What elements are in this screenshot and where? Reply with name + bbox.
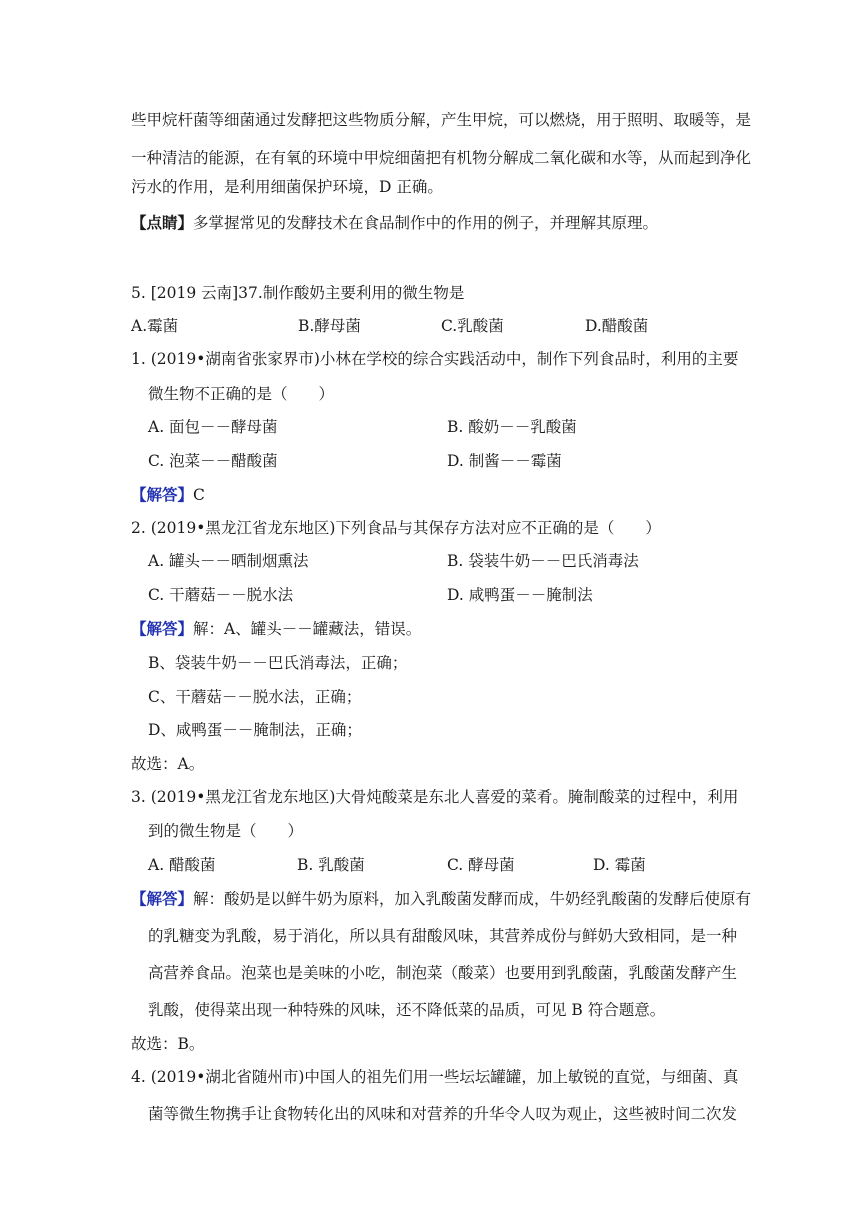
option-a: A.霉菌 <box>131 317 179 335</box>
answer-line: C、干蘑菇－－脱水法，正确； <box>148 688 362 706</box>
answer-line: D、咸鸭蛋－－腌制法，正确； <box>148 721 362 739</box>
option-d: D. 咸鸭蛋－－腌制法 <box>447 586 593 604</box>
option-b: B. 袋装牛奶－－巴氏消毒法 <box>447 552 639 570</box>
answer-text: 解：A、罐头－－罐藏法，错误。 <box>193 620 422 638</box>
question-stem: 3. (2019•黑龙江省龙东地区)大骨炖酸菜是东北人喜爱的菜肴。腌制酸菜的过程中，利用 <box>131 788 739 806</box>
answer-line: 乳酸，使得菜出现一种特殊的风味，还不降低菜的品质，可见 B 符合题意。 <box>148 1001 666 1019</box>
paragraph-line: 些甲烷杆菌等细菌通过发酵把这些物质分解，产生甲烷，可以燃烧，用于照明、取暖等，是 <box>131 111 752 129</box>
question-stem: 微生物不正确的是（ ） <box>148 385 335 403</box>
question-stem: 1. (2019•湖南省张家界市)小林在学校的综合实践活动中，制作下列食品时，利用的主要 <box>131 350 739 368</box>
answer-line <box>131 485 205 505</box>
answer-line: B、袋装牛奶－－巴氏消毒法，正确； <box>148 654 408 672</box>
option-c: C.乳酸菌 <box>441 317 504 335</box>
option-b: B.酵母菌 <box>298 317 361 335</box>
answer-tag: 【解答】 <box>131 889 194 908</box>
option-a: A. 罐头－－晒制烟熏法 <box>148 552 309 570</box>
answer-line: 的乳糖变为乳酸，易于消化，所以具有甜酸风味，其营养成份与鲜奶大致相同，是一种 <box>148 927 738 945</box>
option-b: B. 酸奶－－乳酸菌 <box>447 418 577 436</box>
answer-text: C <box>193 486 205 504</box>
answer-text: 解：酸奶是以鲜牛奶为原料，加入乳酸菌发酵而成，牛奶经乳酸菌的发酵后使原有 <box>193 890 752 908</box>
question-stem: 5. [2019 云南]37.制作酸奶主要利用的微生物是 <box>131 284 465 302</box>
answer-tag: 【解答】 <box>131 485 194 504</box>
option-d: D.醋酸菌 <box>585 317 649 335</box>
question-stem: 2. (2019•黑龙江省龙东地区)下列食品与其保存方法对应不正确的是（ ） <box>131 519 661 537</box>
paragraph-line: 污水的作用，是利用细菌保护环境，D 正确。 <box>131 178 443 196</box>
option-c: C. 干蘑菇－－脱水法 <box>148 586 294 604</box>
answer-tag: 【解答】 <box>131 619 194 638</box>
option-c: C. 泡菜－－醋酸菌 <box>148 452 278 470</box>
tip-line <box>131 213 658 233</box>
option-c: C. 酵母菌 <box>447 856 515 874</box>
conclusion-line: 故选：B。 <box>131 1035 205 1053</box>
option-d: D. 制酱－－霉菌 <box>447 452 562 470</box>
answer-line <box>131 619 421 639</box>
option-d: D. 霉菌 <box>593 856 646 874</box>
question-stem: 4. (2019•湖北省随州市)中国人的祖先们用一些坛坛罐罐，加上敏锐的直觉，与细菌、真 <box>131 1068 739 1086</box>
paragraph-line: 一种清洁的能源，在有氧的环境中甲烷细菌把有机物分解成二氧化碳和水等，从而起到净化 <box>131 149 752 167</box>
tip-text: 多掌握常见的发酵技术在食品制作中的作用的例子，并理解其原理。 <box>193 214 659 232</box>
option-a: A. 面包－－酵母菌 <box>148 418 278 436</box>
answer-line <box>131 889 751 909</box>
tip-tag: 【点睛】 <box>131 213 194 232</box>
question-stem: 到的微生物是（ ） <box>148 822 304 840</box>
answer-line: 高营养食品。泡菜也是美味的小吃，制泡菜（酸菜）也要用到乳酸菌，乳酸菌发酵产生 <box>148 964 738 982</box>
option-a: A. 醋酸菌 <box>148 856 216 874</box>
option-b: B. 乳酸菌 <box>297 856 365 874</box>
conclusion-line: 故选：A。 <box>131 755 205 773</box>
question-stem: 菌等微生物携手让食物转化出的风味和对营养的升华令人叹为观止，这些被时间二次发 <box>148 1105 738 1123</box>
